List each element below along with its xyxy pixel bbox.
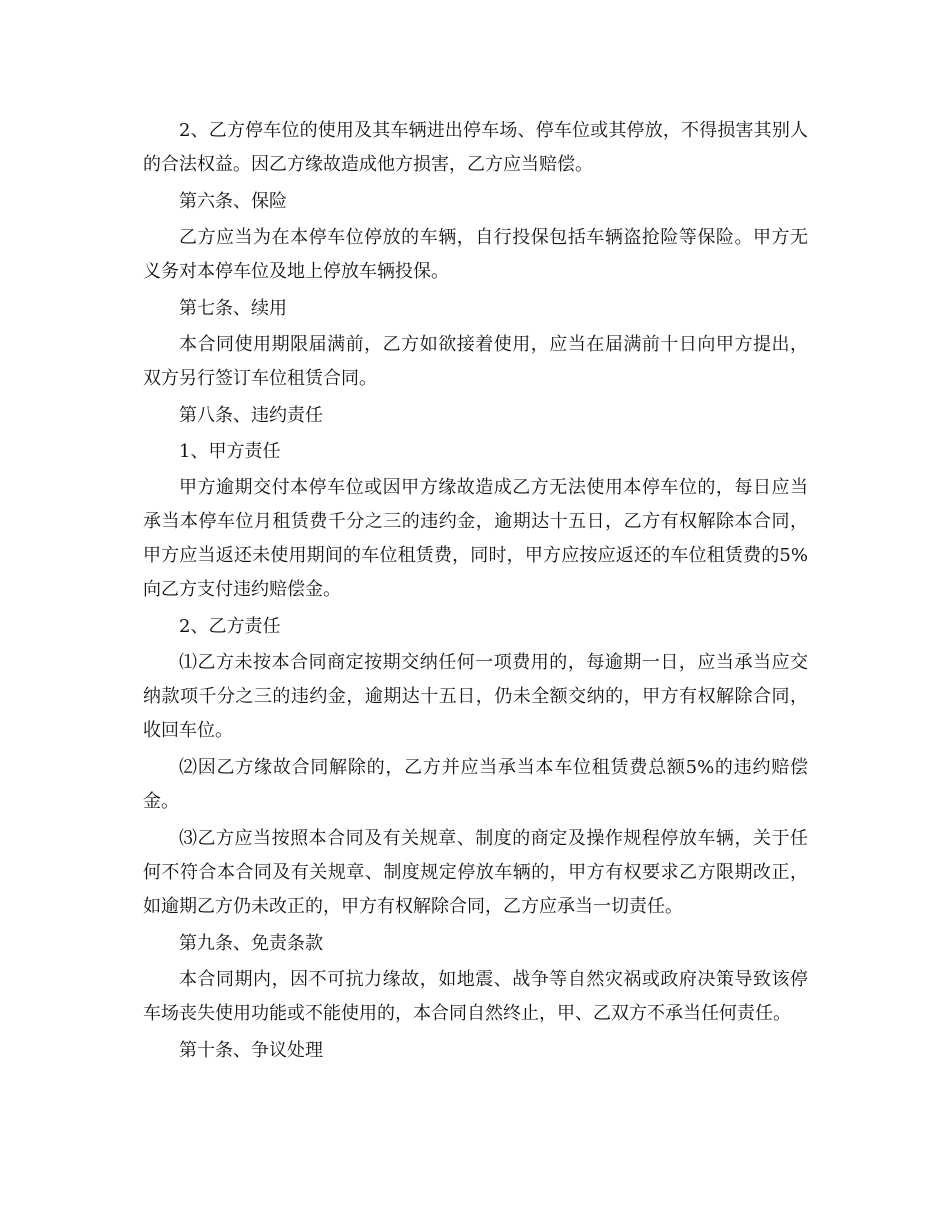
article-10-heading: 第十条、争议处理 [179, 1040, 323, 1061]
article-7-body: 本合同使用期限届满前，乙方如欲接着使用，应当在届满前十日向甲方提出，双方另行签订车位租赁合同。 [143, 334, 808, 389]
article-8-party-b-item-2: ⑵因乙方缘故合同解除的，乙方并应当承当本车位租赁费总额5%的违约赔偿金。 [143, 757, 808, 812]
article-9-body: 本合同期内，因不可抗力缘故，如地震、战争等自然灾祸或政府决策导致该停车场丧失使用功能或不能使用的，本合同自然终止，甲、乙双方不承当任何责任。 [143, 969, 808, 1024]
article-8-party-a-heading: 1、甲方责任 [179, 441, 281, 462]
article-8-party-b-item-3: ⑶乙方应当按照本合同及有关规章、制度的商定及操作规程停放车辆，关于任何不符合本合同及有关规章、制度规定停放车辆的，甲方有权要求乙方限期改正，如逾期乙方仍未改正的，甲方有权解除合同，乙方应承当一切责任。 [143, 828, 808, 917]
clause-5-item-2: 2、乙方停车位的使用及其车辆进出停车场、停车位或其停放，不得损害其别人的合法权益。因乙方缘故造成他方损害，乙方应当赔偿。 [143, 120, 808, 175]
article-9-heading: 第九条、免责条款 [179, 933, 323, 954]
article-6-heading: 第六条、保险 [179, 191, 287, 212]
document-page [143, 114, 808, 1070]
article-6-body: 乙方应当为在本停车位停放的车辆，自行投保包括车辆盗抢险等保险。甲方无义务对本停车位及地上停放车辆投保。 [143, 227, 808, 282]
article-8-party-a-body: 甲方逾期交付本停车位或因甲方缘故造成乙方无法使用本停车位的，每日应当承当本停车位月租赁费千分之三的违约金，逾期达十五日，乙方有权解除本合同，甲方应当返还未使用期间的车位租赁费，同时，甲方应按应返还的车位租赁费的5%向乙方支付违约赔偿金。 [143, 477, 808, 600]
article-8-party-b-item-1: ⑴乙方未按本合同商定按期交纳任何一项费用的，每逾期一日，应当承当应交纳款项千分之三的违约金，逾期达十五日，仍未全额交纳的，甲方有权解除合同，收回车位。 [143, 652, 808, 741]
article-8-heading: 第八条、违约责任 [179, 405, 323, 426]
article-7-heading: 第七条、续用 [179, 298, 287, 319]
article-8-party-b-heading: 2、乙方责任 [179, 616, 281, 637]
